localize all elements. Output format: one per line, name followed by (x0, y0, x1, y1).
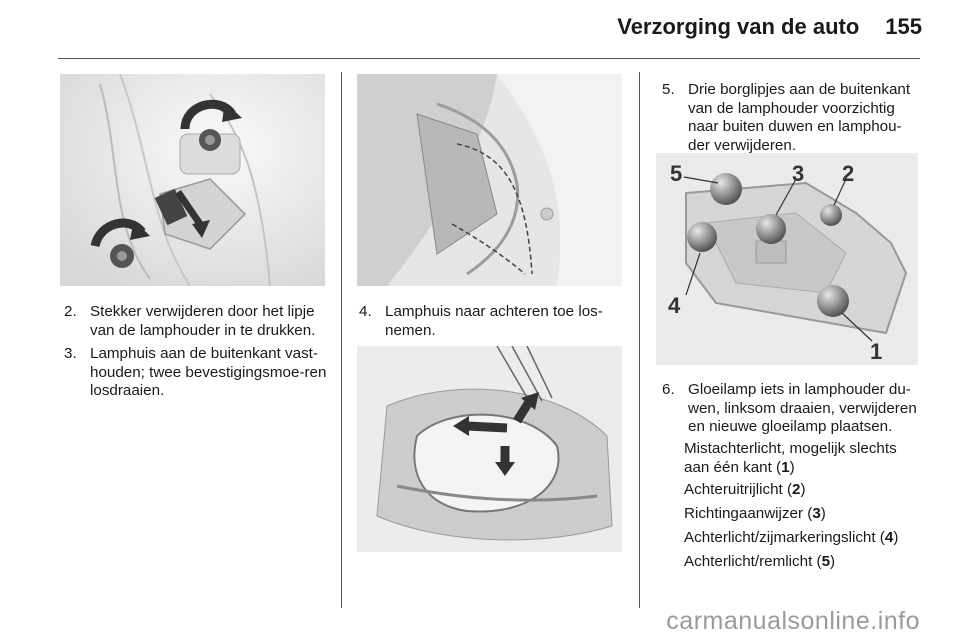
step-number: 2. (64, 303, 77, 320)
figure-lamp-housing-wires (357, 74, 622, 286)
bulb-item-4: Achterlicht/zijmarkeringslicht (4) (684, 529, 899, 546)
step-number: 3. (64, 345, 77, 362)
step-3 (64, 345, 330, 401)
column-separator-left (341, 72, 342, 608)
figure-bulb-holder (656, 153, 918, 365)
callout-4: 4 (668, 293, 681, 318)
header-title: Verzorging van de auto (617, 14, 860, 39)
step-text: Lamphuis naar achteren toe los-nemen. (385, 303, 603, 339)
bulb-item-2: Achteruitrijlicht (2) (684, 481, 806, 498)
callout-1: 1 (870, 339, 883, 364)
step-number: 4. (359, 303, 372, 320)
step-text: Drie borglipjes aan de buitenkant van de lamphouder voorzichtig naar buiten duwen en lamphou-der verwijderen. (688, 81, 911, 154)
page-number: 155 (885, 14, 922, 39)
bulb-2-icon (820, 204, 842, 226)
bulb-item-5: Achterlicht/remlicht (5) (684, 553, 836, 570)
bulb-1-icon (817, 285, 849, 317)
step-6 (662, 381, 922, 437)
step-text: Gloeilamp iets in lamphouder du-wen, linksom draaien, verwijderen en nieuwe gloeilamp plaatsen. (688, 381, 917, 435)
column-separator-right (639, 72, 640, 608)
bulb-4-icon (687, 222, 717, 252)
figure-unscrew-nuts (60, 74, 325, 286)
step-5 (662, 81, 920, 155)
callout-5: 5 (670, 161, 683, 186)
bulb-item-3: Richtingaanwijzer (3) (684, 505, 826, 522)
step-text: Stekker verwijderen door het lipje van de lamphouder in te drukken. (90, 303, 316, 339)
bulb-item-1: Mistachterlicht, mogelijk slechts aan één kant (1) (684, 440, 897, 476)
callout-3: 3 (792, 161, 805, 186)
step-2 (64, 303, 330, 340)
bulb-5-icon (710, 173, 742, 205)
page-header (617, 14, 922, 40)
step-number: 6. (662, 381, 675, 398)
callout-2: 2 (842, 161, 855, 186)
bulb-3-icon (756, 214, 786, 244)
step-number: 5. (662, 81, 675, 98)
step-text: Lamphuis aan de buitenkant vast-houden; twee bevestigingsmoe-ren losdraaien. (90, 345, 327, 399)
header-rule (58, 58, 920, 59)
watermark: carmanualsonline.info (666, 607, 920, 635)
step-4 (359, 303, 621, 340)
figure-remove-housing (357, 346, 622, 552)
